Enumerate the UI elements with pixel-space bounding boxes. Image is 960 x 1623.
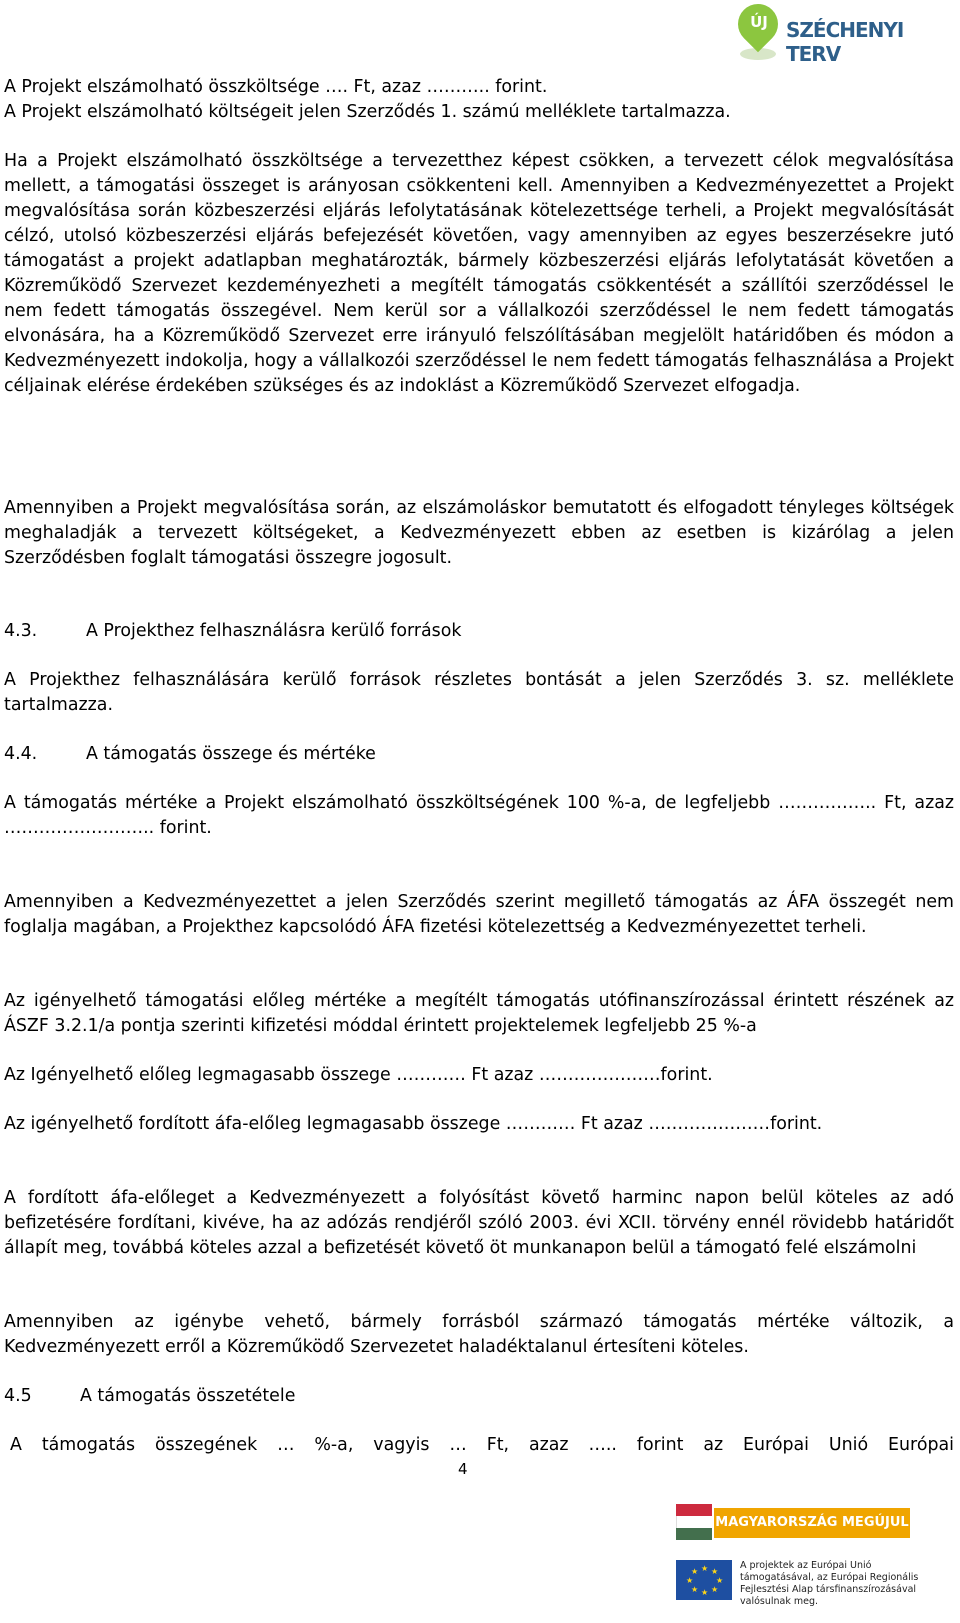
paragraph-actual-costs: Amennyiben a Projekt megvalósítása során, az elszámoláskor bemutatott és elfogadott tényleges költségek meghaladják a tervezett költségeket, a Kedvezményezett ebben az esetben is kizárólag a jelen Szerződésben foglalt támogatási összegre jogosult. bbox=[4, 498, 954, 568]
section-heading-4-4 bbox=[4, 742, 376, 767]
magyarorszag-megujul-logo bbox=[676, 1500, 956, 1618]
paragraph-vat: Amennyiben a Kedvezményezettet a jelen Szerződés szerint megillető támogatás az ÁFA összegét nem foglalja magában, a Projekthez kapcsolódó ÁFA fizetési kötelezettség a Kedvezményezettet terheli. bbox=[4, 892, 954, 937]
banner-text: MAGYARORSZÁG MEGÚJUL bbox=[714, 1508, 910, 1538]
paragraph-advance: Az igényelhető támogatási előleg mértéke a megítélt támogatás utófinanszírozással érintett részének az ÁSZF 3.2.1/a pontja szerinti kifizetési móddal érintett projektelemek legfeljebb 25 %-a bbox=[4, 991, 954, 1036]
section-number: 4.3. bbox=[4, 621, 38, 641]
section-number: 4.5 bbox=[4, 1386, 32, 1406]
paragraph-reverse-vat-usage: A fordított áfa-előleget a Kedvezményezett a folyósítást követő harminc napon belül köteles az adó befizetésére fordítani, kivéve, ha az adózás rendjéről szóló 2003. évi XCII. törvény ennél rövidebb határidőt állapít meg, továbbá köteles azzal a befizetését követő öt munkanapon belül a támogató felé elszámolni bbox=[4, 1188, 954, 1258]
szechenyi-terv-logo bbox=[738, 4, 938, 72]
paragraph-support-composition: A támogatás összegének … %-a, vagyis … Ft, azaz ….. forint az Európai Unió Európai bbox=[10, 1435, 954, 1455]
advance-max-amount-line: Az Igényelhető előleg legmagasabb összege ………… Ft azaz …………………forint. bbox=[4, 1065, 713, 1085]
eu-flag-icon: ★ ★ ★ ★ ★ ★ ★ ★ bbox=[676, 1560, 732, 1600]
paragraph-sources: A Projekthez felhasználására kerülő források részletes bontását a jelen Szerződés 3. sz. melléklete tartalmazza. bbox=[4, 670, 954, 715]
paragraph-cost-reduction: Ha a Projekt elszámolható összköltsége a tervezetthez képest csökken, a tervezett célok megvalósítása mellett, a támogatási összeget is arányosan csökkenteni kell. Amennyiben a Kedvezményezettet a Projekt megvalósítása során közbeszerzési eljárás lefolytatásának kötelezettsége terheli, a Projekt megvalósítását célzó, utolsó közbeszerzési eljárás befejezését követően, vagy amennyiben az egyes beszerzésekre jutó támogatást a projekt adatlapban meghatározták, bármely közbeszerzési eljárás lefolytatását követően a Közreműködő Szervezet kezdeményezheti a megítélt támogatás csökkentését a szállítói szerződéssel le nem fedett támogatás összegével. Nem kerül sor a vállalkozói szerződéssel le nem fedett támogatás elvonására, ha a Közreműködő Szervezet erre irányuló felszólításában megjelölt határidőben és módon a Kedvezményezett indokolja, hogy a vállalkozói szerződéssel le nem fedett támogatás felhasználása a Projekt céljainak elérése érdekében szükséges és az indoklást a Közreműködő Szervezet elfogadja. bbox=[4, 151, 954, 396]
section-title: A Projekthez felhasználásra kerülő források bbox=[86, 621, 462, 641]
eligible-costs-line: A Projekt elszámolható költségeit jelen Szerződés 1. számú melléklete tartalmazza. bbox=[4, 102, 731, 122]
section-number: 4.4. bbox=[4, 744, 38, 764]
section-title: A támogatás összege és mértéke bbox=[86, 744, 376, 764]
page-number: 4 bbox=[458, 1460, 468, 1478]
paragraph-reverse-vat-advance: Az igényelhető fordított áfa-előleg legmagasabb összege ………… Ft azaz …………………forint. bbox=[4, 1114, 823, 1134]
paragraph-support-rate: A támogatás mértéke a Projekt elszámolható összköltségének 100 %-a, de legfeljebb …………….. Ft, azaz …………………….. forint. bbox=[4, 793, 954, 838]
eu-funding-text: A projektek az Európai Unió támogatásával, az Európai Regionális Fejlesztési Alap társfinanszírozásával valósulnak meg. bbox=[740, 1560, 919, 1607]
paragraph-notification: Amennyiben az igénybe vehető, bármely forrásból származó támogatás mértéke változik, a Kedvezményezett erről a Közreműködő Szervezetet haladéktalanul értesíteni köteles. bbox=[4, 1312, 954, 1357]
section-heading-4-5 bbox=[4, 1384, 295, 1409]
hungarian-flag-icon bbox=[676, 1504, 712, 1540]
logo-text: SZÉCHENYI TERV bbox=[786, 18, 904, 66]
total-cost-line: A Projekt elszámolható összköltsége …. Ft, azaz ……….. forint. bbox=[4, 77, 548, 97]
logo-badge-text: ÚJ bbox=[750, 13, 768, 31]
section-title: A támogatás összetétele bbox=[80, 1386, 296, 1406]
section-heading-4-3 bbox=[4, 619, 461, 644]
